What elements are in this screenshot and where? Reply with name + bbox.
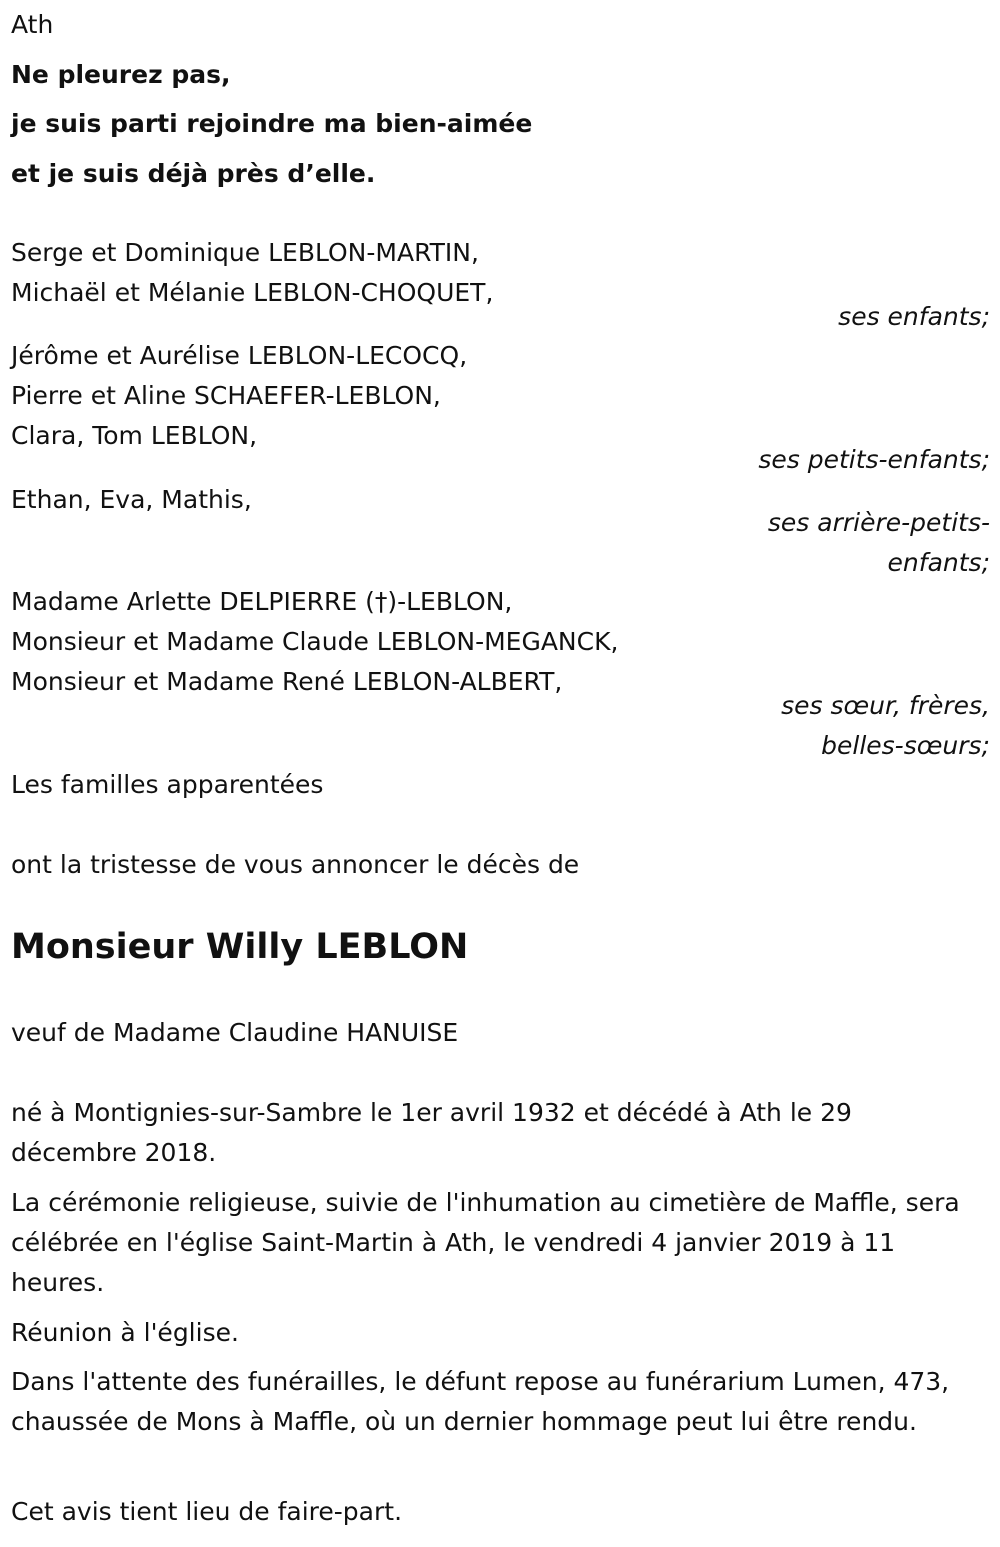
relation-label: belles-sœurs; [821, 731, 990, 760]
meeting-paragraph: Réunion à l'église. [11, 1318, 239, 1347]
deceased-name: Monsieur Willy LEBLON [11, 927, 469, 967]
relation-label: ses sœur, frères, [781, 691, 990, 720]
notice-paragraph: Cet avis tient lieu de faire-part. [11, 1497, 403, 1526]
family-member: Serge et Dominique LEBLON-MARTIN, [11, 238, 479, 267]
family-member: Clara, Tom LEBLON, [11, 421, 258, 450]
ceremony-paragraph: La cérémonie religieuse, suivie de l'inhumation au cimetière de Maffle, sera célébrée en l'église Saint-Martin à Ath, le vendredi 4 janvier 2019 à 11 heures. [11, 1188, 960, 1297]
family-member: Monsieur et Madame Claude LEBLON-MEGANCK, [11, 627, 619, 656]
funerarium-paragraph: Dans l'attente des funérailles, le défunt repose au funérarium Lumen, 473, chaussée de Mons à Maffle, où un dernier hommage peut lui être rendu. [11, 1367, 950, 1436]
family-member: Jérôme et Aurélise LEBLON-LECOCQ, [11, 341, 468, 370]
family-member: Madame Arlette DELPIERRE (†)-LEBLON, [11, 587, 513, 616]
related-families: Les familles apparentées [11, 770, 324, 799]
announcement: ont la tristesse de vous annoncer le décès de [11, 850, 580, 879]
poem-line: Ne pleurez pas, [11, 60, 231, 89]
family-member: Pierre et Aline SCHAEFER-LEBLON, [11, 381, 441, 410]
location: Ath [11, 10, 54, 39]
birth-death-paragraph: né à Montignies-sur-Sambre le 1er avril 1932 et décédé à Ath le 29 décembre 2018. [11, 1098, 852, 1167]
family-member: Michaël et Mélanie LEBLON-CHOQUET, [11, 278, 494, 307]
family-member: Ethan, Eva, Mathis, [11, 485, 252, 514]
relation-label: enfants; [887, 548, 990, 577]
poem-line: et je suis déjà près d’elle. [11, 159, 376, 188]
widower-of: veuf de Madame Claudine HANUISE [11, 1018, 459, 1047]
relation-label: ses arrière-petits- [767, 508, 990, 537]
relation-label: ses enfants; [838, 302, 990, 331]
relation-label: ses petits-enfants; [758, 445, 990, 474]
poem-line: je suis parti rejoindre ma bien-aimée [11, 109, 533, 138]
family-member: Monsieur et Madame René LEBLON-ALBERT, [11, 667, 563, 696]
